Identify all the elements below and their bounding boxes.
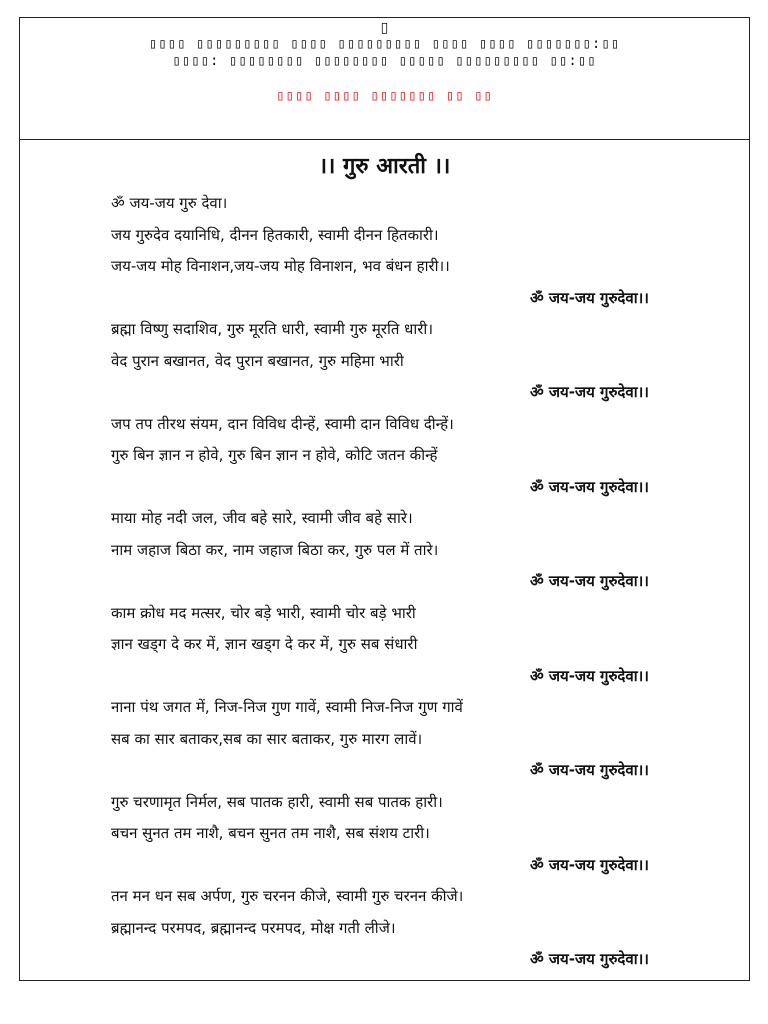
verse-line: सब का सार बताकर,सब का सार बताकर, गुरु मारग लावें। [111,729,423,748]
verse-line: गुरु बिन ज्ञान न होवे, गुरु बिन ज्ञान न होवे, कोटि जतन कीन्हें [111,446,438,464]
verse-line: ज्ञान खड्ग दे कर में, ज्ञान खड्ग दे कर में, गुरु सब संधारी [111,635,418,653]
header-line-2: ▯▯▯▯: ▯▯▯▯▯▯▯▯ ▯▯▯▯▯▯▯▯ ▯▯▯▯▯ ▯▯▯▯▯▯▯▯▯ ▯▯:▯▯ [172,53,597,69]
refrain-line: ॐ जय-जय गुरुदेवा।। [530,383,649,401]
verse-line: जय-जय मोह विनाशन,जय-जय मोह विनाशन, भव बंधन हारी।। [111,257,450,275]
page-title: ।। गुरु आरती ।। [318,154,451,179]
header-glyph: ▯ [380,20,389,36]
aarti-verses [20,188,749,976]
verse-line: गुरु चरणामृत निर्मल, सब पातक हारी, स्वामी सब पातक हारी। [111,792,443,811]
verse-line: जय गुरुदेव दयानिधि, दीनन हितकारी, स्वामी दीनन हितकारी। [111,225,439,244]
header-line-1: ▯▯▯▯ ▯▯▯▯▯▯▯▯▯ ▯▯▯▯ ▯▯▯▯▯▯▯▯▯ ▯▯▯▯ ▯▯▯▯ ▯▯▯▯▯▯▯:▯▯ [148,36,621,52]
refrain-line: ॐ जय-जय गुरुदेवा।। [530,666,649,685]
verse-line: काम क्रोध मद मत्सर, चोर बड़े भारी, स्वामी चोर बड़े भारी [111,603,416,622]
verse-line: ॐ जय-जय गुरु देवा। [111,194,228,212]
refrain-line: ॐ जय-जय गुरुदेवा।। [530,950,649,968]
refrain-line: ॐ जय-जय गुरुदेवा।। [530,761,649,779]
verse-line: बचन सुनत तम नाशै, बचन सुनत तम नाशै, सब संशय टारी। [111,824,430,842]
verse-line: नाम जहाज बिठा कर, नाम जहाज बिठा कर, गुरु पल में तारे। [111,540,439,559]
verse-line: वेद पुरान बखानत, वेद पुरान बखानत, गुरु महिमा भारी [111,351,404,370]
verse-line: जप तप तीरथ संयम, दान विविध दीन्हें, स्वामी दान विविध दीन्हें। [111,414,454,433]
verse-line: ब्रह्मानन्द परमपद, ब्रह्मानन्द परमपद, मोक्ष गती लीजे। [111,918,396,937]
verse-line: तन मन धन सब अर्पण, गुरु चरनन कीजे, स्वामी गुरु चरनन कीजे। [111,887,464,905]
refrain-line: ॐ जय-जय गुरुदेवा।। [530,855,649,874]
refrain-line: ॐ जय-जय गुरुदेवा।। [530,288,649,307]
page-frame [19,17,750,981]
verse-line: ब्रह्मा विष्णु सदाशिव, गुरु मूरति धारी, स्वामी गुरु मूरति धारी। [111,320,434,338]
aarti-document [20,142,749,980]
refrain-line: ॐ जय-जय गुरुदेवा।। [530,572,649,590]
page-header [20,18,749,140]
refrain-line: ॐ जय-जय गुरुदेवा।। [530,477,649,496]
verse-line: नाना पंथ जगत में, निज-निज गुण गावें, स्वामी निज-निज गुण गावें [111,698,463,716]
verse-line: माया मोह नदी जल, जीव बहे सारे, स्वामी जीव बहे सारे। [111,509,413,527]
header-red-line: ▯▯▯▯ ▯▯▯▯ ▯▯▯▯▯▯▯ ▯▯ ▯▯ [276,88,493,104]
